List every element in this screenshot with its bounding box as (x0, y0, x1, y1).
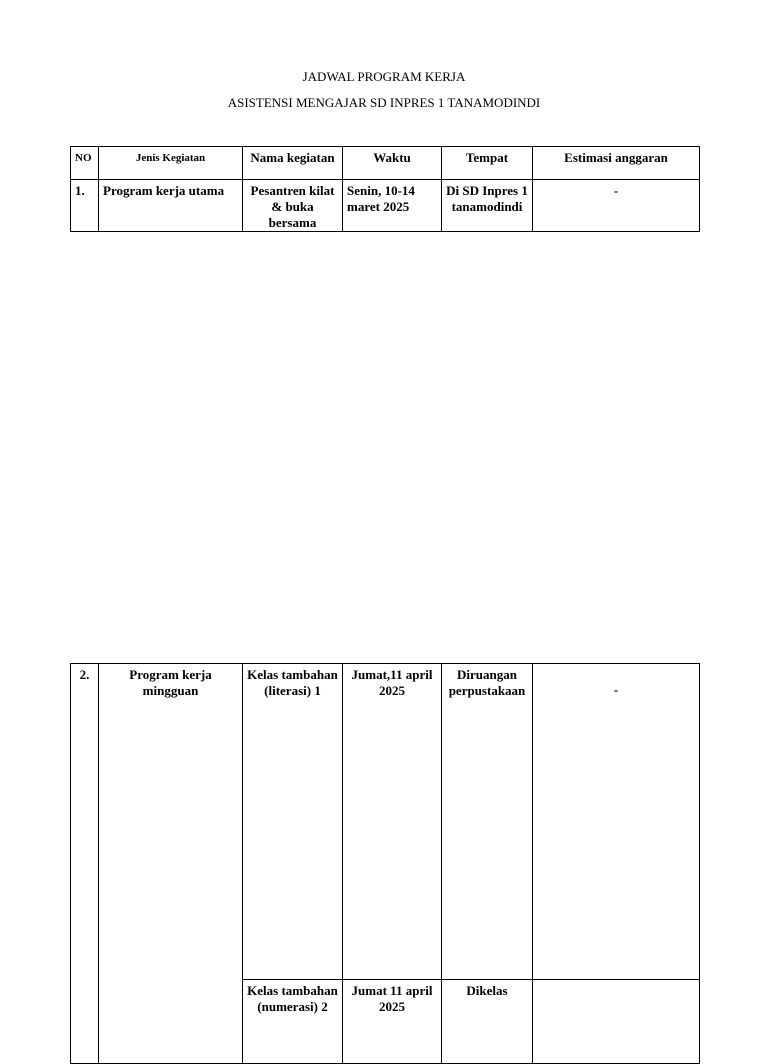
cell-tempat: Dikelas (442, 980, 533, 1064)
header-no: NO (71, 147, 99, 180)
document-subtitle: ASISTENSI MENGAJAR SD INPRES 1 TANAMODINDI (227, 95, 541, 110)
cell-anggaran: - (533, 664, 700, 980)
header-estimasi-anggaran: Estimasi anggaran (533, 147, 700, 180)
header-jenis-kegiatan: Jenis Kegiatan (99, 147, 243, 180)
cell-tempat: Diruangan perpustakaan (442, 664, 533, 980)
cell-waktu: Senin, 10-14 maret 2025 (343, 180, 442, 232)
header-tempat: Tempat (442, 147, 533, 180)
cell-nama: Kelas tambahan (literasi) 1 (243, 664, 343, 980)
header-nama-kegiatan: Nama kegiatan (243, 147, 343, 180)
table-row (71, 664, 700, 980)
schedule-table-page-1 (70, 146, 700, 232)
schedule-table-page-2 (70, 663, 700, 1064)
table-row (71, 180, 700, 232)
cell-jenis: Program kerja utama (99, 180, 243, 232)
cell-nama: Pesantren kilat & buka bersama (243, 180, 343, 232)
cell-no: 2. (71, 664, 99, 1064)
header-waktu: Waktu (343, 147, 442, 180)
cell-anggaran (533, 980, 700, 1064)
cell-jenis: Program kerja mingguan (99, 664, 243, 1064)
document-title: JADWAL PROGRAM KERJA (302, 69, 466, 84)
cell-waktu: Jumat 11 april 2025 (343, 980, 442, 1064)
cell-anggaran: - (533, 180, 700, 232)
cell-no: 1. (71, 180, 99, 232)
cell-tempat: Di SD Inpres 1 tanamodindi (442, 180, 533, 232)
cell-waktu: Jumat,11 april 2025 (343, 664, 442, 980)
cell-nama: Kelas tambahan (numerasi) 2 (243, 980, 343, 1064)
table-header-row (71, 147, 700, 180)
